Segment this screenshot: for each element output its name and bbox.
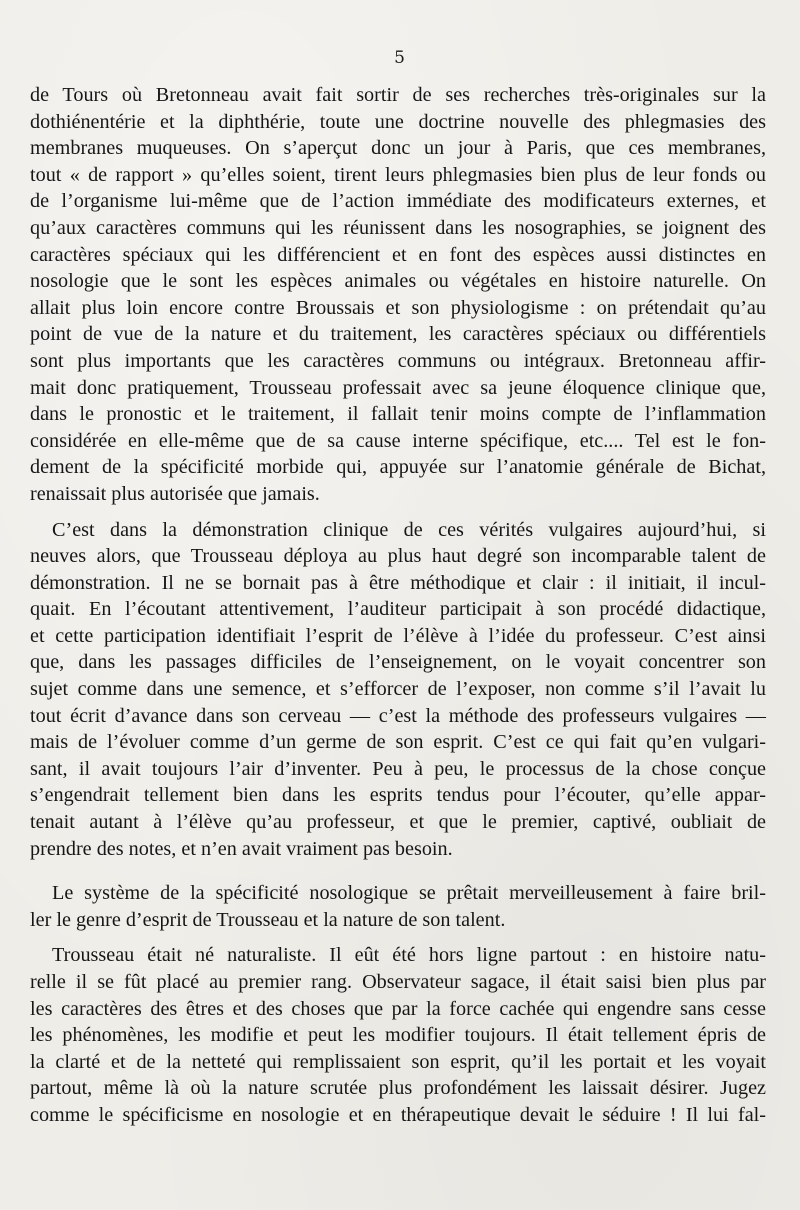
text-line: la clarté et de la netteté qui remplissaient son esprit, qu’il les portait et les voyait <box>30 1050 766 1073</box>
text-line: les phénomènes, les modifie et peut les modifier toujours. Il était tellement épris de <box>30 1024 766 1047</box>
text-line: partout, même là où la nature scrutée plus profondément les laissait désirer. Jugez <box>30 1077 766 1100</box>
text-line: allait plus loin encore contre Broussais et son physiologisme : on prétendait qu’au <box>30 296 766 319</box>
text-line: démonstration. Il ne se bornait pas à être méthodique et clair : il initiait, il incul- <box>30 571 766 594</box>
paragraph-3 <box>30 880 766 933</box>
text-line: considérée en elle-même que de sa cause interne spécifique, etc.... Tel est le fon- <box>30 429 766 452</box>
text-line: point de vue de la nature et du traitement, les caractères spéciaux ou différentiels <box>30 323 766 346</box>
text-line: tenait autant à l’élève qu’au professeur, et que le premier, captivé, oubliait de <box>30 811 766 834</box>
paragraph-1 <box>30 82 766 508</box>
text-line: C’est dans la démonstration clinique de ces vérités vulgaires aujourd’hui, si <box>52 518 766 541</box>
paragraph-4 <box>30 942 766 1128</box>
text-line: dothiénentérie et la diphthérie, toute une doctrine nouvelle des phlegmasies des <box>30 110 766 133</box>
paragraph-2 <box>30 517 766 863</box>
text-line: relle il se fût placé au premier rang. Observateur sagace, il était saisi bien plus par <box>30 971 766 993</box>
text-line: sujet comme dans une semence, et s’efforcer de l’exposer, non comme s’il l’avait lu <box>30 678 766 701</box>
text-line: mait donc pratiquement, Trousseau professait avec sa jeune éloquence clinique que, <box>30 376 766 399</box>
text-line: Trousseau était né naturaliste. Il eût été hors ligne partout : en histoire natu- <box>52 944 766 967</box>
text-line: sant, il avait toujours l’air d’inventer. Peu à peu, le processus de la chose conçue <box>30 757 766 780</box>
text-line: caractères spéciaux qui les différencient et en font des espèces aussi distinctes en <box>30 243 766 266</box>
text-line: les caractères des êtres et des choses que par la force cachée qui engendre sans cesse <box>30 997 766 1020</box>
text-line: renaissait plus autorisée que jamais. <box>30 482 320 505</box>
page-number: 5 <box>394 48 406 68</box>
text-line: et cette participation identifiait l’esprit de l’élève à l’idée du professeur. C’est ainsi <box>30 624 766 647</box>
text-line: de l’organisme lui-même que de l’action immédiate des modificateurs externes, et <box>30 190 766 213</box>
text-line: tout écrit d’avance dans son cerveau — c’est la méthode des professeurs vulgaires — <box>30 704 766 727</box>
text-line: dement de la spécificité morbide qui, appuyée sur l’anatomie générale de Bichat, <box>30 456 766 479</box>
text-line: sont plus importants que les caractères communs ou intégraux. Bretonneau affir- <box>30 349 766 372</box>
text-line: s’engendrait tellement bien dans les esprits tendus pour l’écouter, qu’elle appar- <box>30 784 766 807</box>
text-line: membranes muqueuses. On s’aperçut donc un jour à Paris, que ces membranes, <box>30 137 766 160</box>
text-line: comme le spécificisme en nosologie et en thérapeutique devait le séduire ! Il lui fal- <box>30 1103 766 1126</box>
text-line: de Tours où Bretonneau avait fait sortir de ses recherches très-originales sur la <box>30 84 766 106</box>
text-line: ler le genre d’esprit de Trousseau et la nature de son talent. <box>30 908 506 931</box>
text-line: que, dans les passages difficiles de l’enseignement, on le voyait concentrer son <box>30 651 766 674</box>
body-text <box>30 82 766 1129</box>
text-line: dans le pronostic et le traitement, il fallait tenir moins compte de l’inflammation <box>30 403 766 426</box>
text-line: mais de l’évoluer comme d’un germe de son esprit. C’est ce qui fait qu’en vulgari- <box>30 731 766 754</box>
text-line: neuves alors, que Trousseau déploya au plus haut degré son incomparable talent de <box>30 545 766 568</box>
text-line: tout « de rapport » qu’elles soient, tirent leurs phlegmasies bien plus de leur fonds ou <box>30 163 766 186</box>
text-line: quait. En l’écoutant attentivement, l’auditeur participait à son procédé didactique, <box>30 598 766 621</box>
text-line: prendre des notes, et n’en avait vraiment pas besoin. <box>30 837 453 860</box>
text-line: Le système de la spécificité nosologique se prêtait merveilleusement à faire bril- <box>52 882 766 905</box>
text-line: qu’aux caractères communs qui les réunissent dans les nosographies, se joignent des <box>30 216 766 239</box>
text-line: nosologie que le sont les espèces animales ou végétales en histoire naturelle. On <box>30 270 766 293</box>
